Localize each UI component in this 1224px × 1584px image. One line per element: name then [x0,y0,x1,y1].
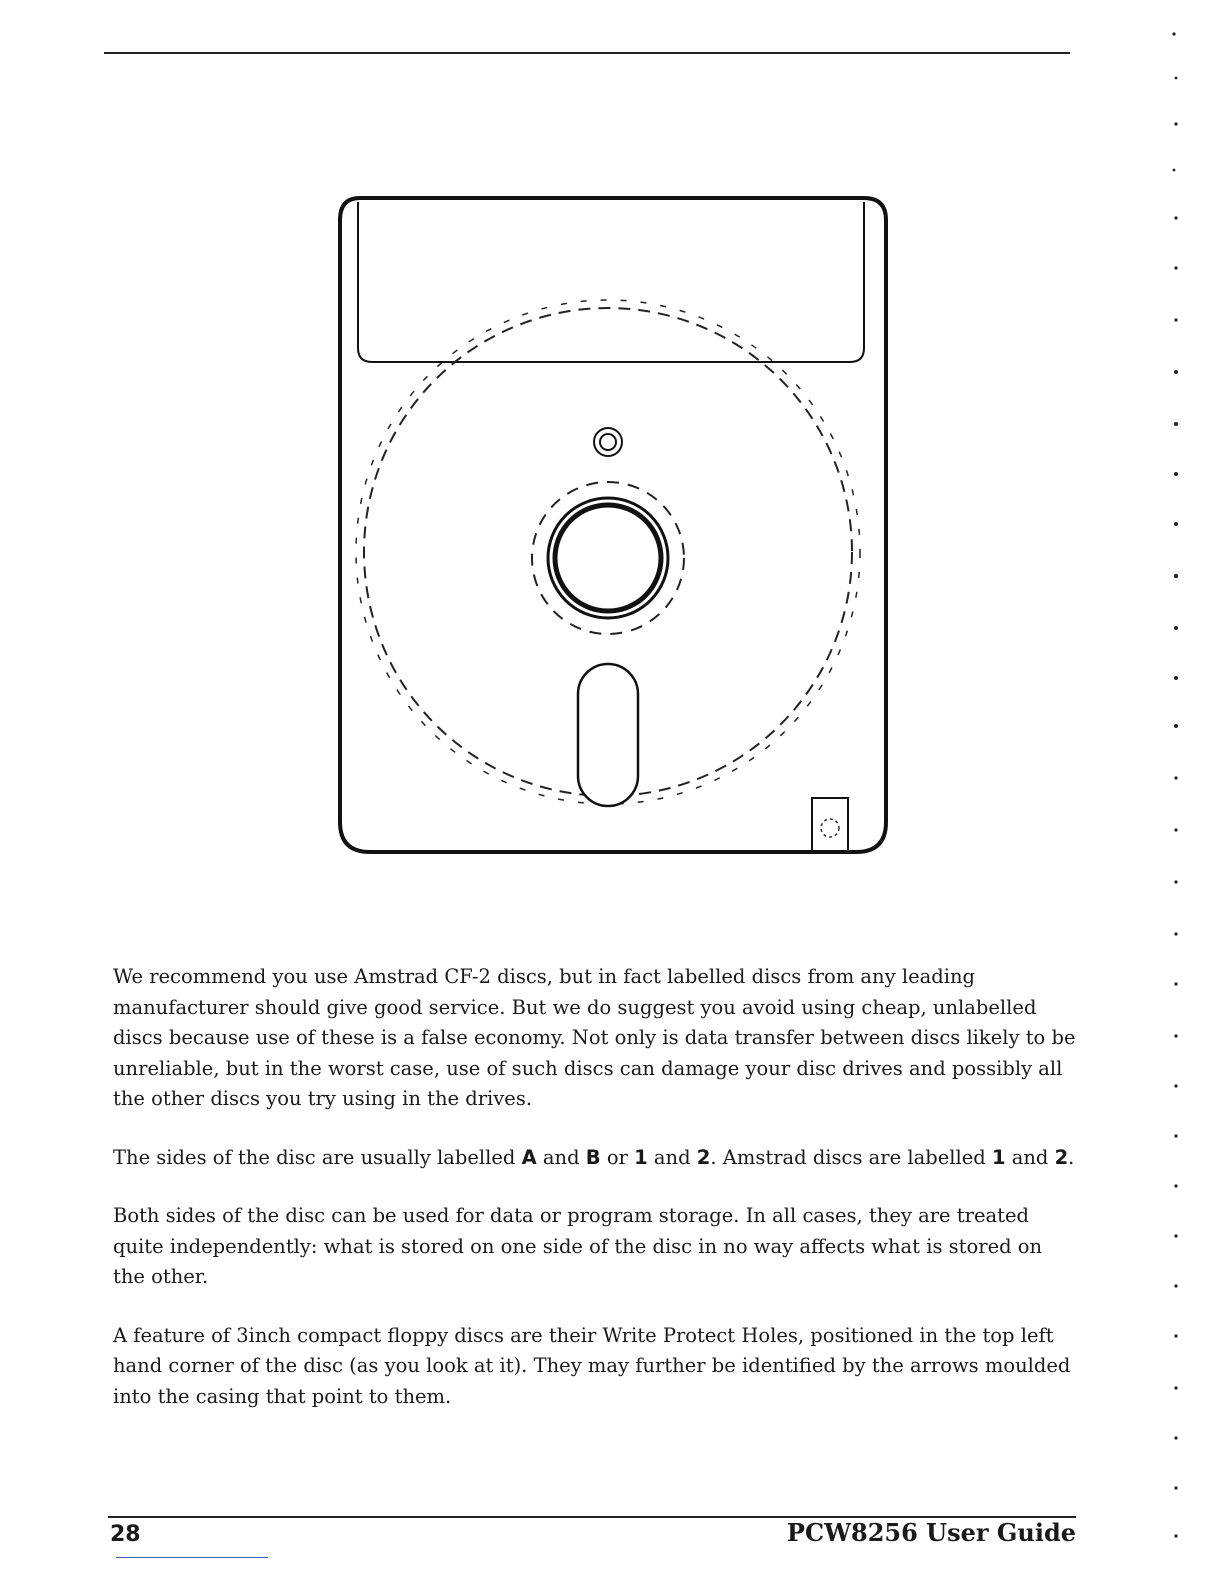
floppy-disc-icon [330,190,896,860]
label-area [358,202,864,362]
head-window-icon [578,664,638,806]
floppy-disc-figure [330,190,896,860]
page-number: 28 [110,1522,141,1547]
header-rule [104,52,1070,54]
binding-edge-marks [1168,20,1188,1570]
paragraph-both-sides: Both sides of the disc can be used for data or program storage. In all cases, they are treated quite independently: what is stored on one side of the disc in no way affects what is stored on the other. [113,1204,1043,1288]
footer-accent-line [116,1557,268,1558]
write-protect-hole-icon [812,798,848,852]
paragraph-recommend: We recommend you use Amstrad CF-2 discs, but in fact labelled discs from any leading manufacturer should give good service. But we do suggest you avoid using cheap, unlabelled discs because use of these is a false economy. Not only is data transfer between discs likely to be unreliable, but in the worst case, use of such discs can damage your disc drives and possibly all the other discs you try using in the drives. [113,965,1076,1110]
paragraph-sides: The sides of the disc are usually labelled A and B or 1 and 2. Amstrad discs are labelled 1 and 2. [113,1145,1075,1169]
guide-title: PCW8256 User Guide [786,1518,1076,1547]
paragraph-write-protect: A feature of 3inch compact floppy discs are their Write Protect Holes, positioned in the top left hand corner of the disc (as you look at it). They may further be identified by the arrows moulded into the casing that point to them. [113,1323,1071,1408]
body-text [113,962,1079,1440]
hub-hole-icon [532,482,684,634]
index-hole-icon [594,428,622,456]
